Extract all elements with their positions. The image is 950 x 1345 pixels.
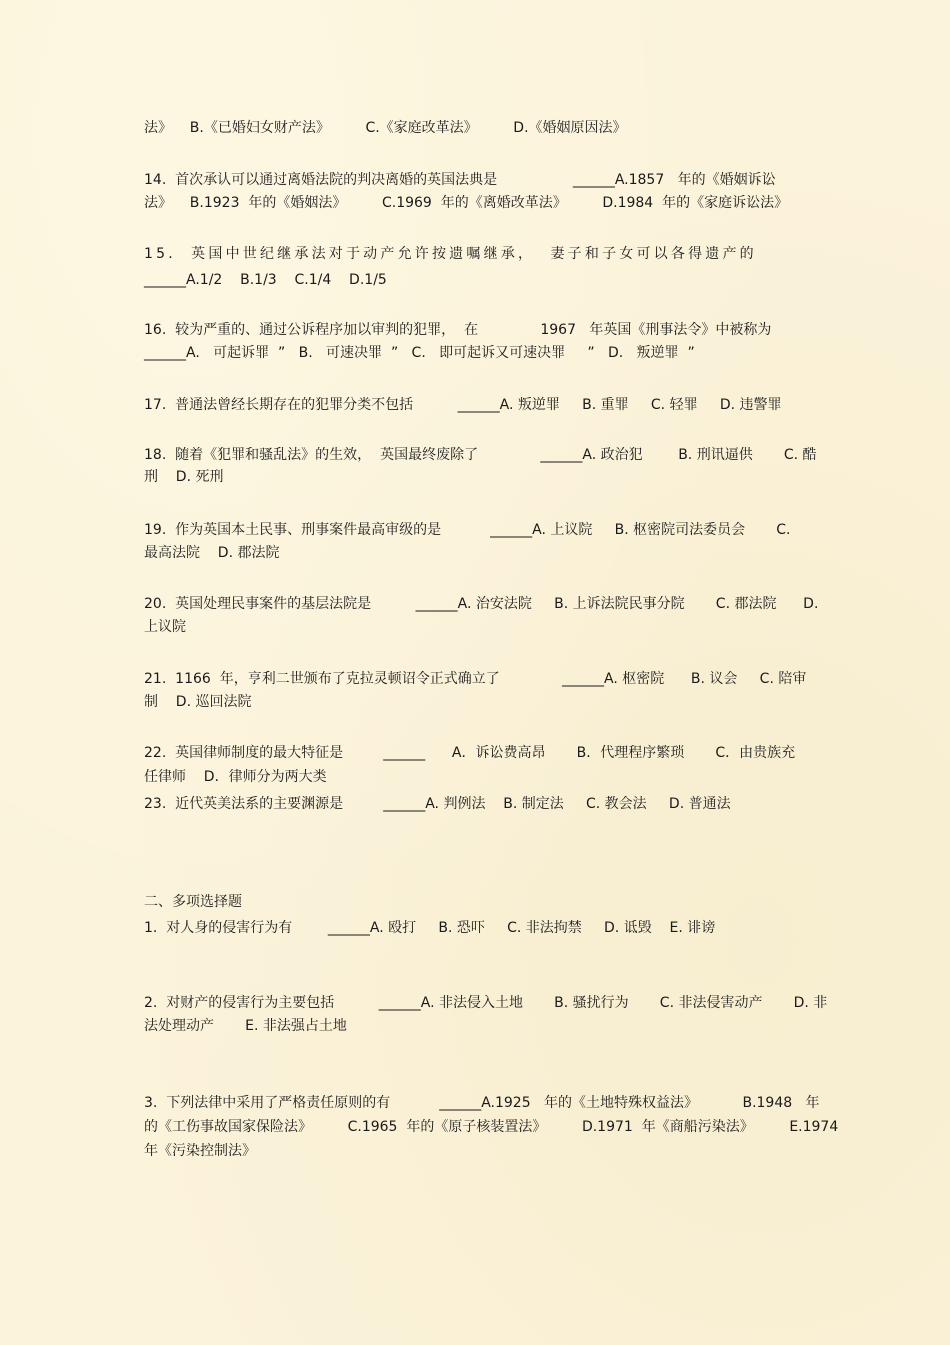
mq3-line-1: 3. 下列法律中采用了严格责任原则的有 ______A.1925 年的《土地特殊权益法》 B.1948 年 xyxy=(144,1095,820,1111)
mq2-line-1: 2. 对财产的侵害行为主要包括 ______A. 非法侵入土地 B. 骚扰行为 C. 非法侵害动产 D. 非 xyxy=(144,995,828,1011)
q14-line-2: 法》 B.1923 年的《婚姻法》 C.1969 年的《离婚改革法》 D.1984 年的《家庭诉讼法》 xyxy=(144,195,789,211)
mq3-line-3: 年《污染控制法》 xyxy=(144,1143,256,1159)
q19-line-1: 19. 作为英国本土民事、刑事案件最高审级的是 ______A. 上议院 B. 枢密院司法委员会 C. xyxy=(144,522,791,538)
q16-line-2: ______A. 可起诉罪 ” B. 可速决罪 ” C. 即可起诉又可速决罪 ” D. 叛逆罪 ” xyxy=(144,345,695,361)
q23-line: 23. 近代英美法系的主要渊源是 ______A. 判例法 B. 制定法 C. 教会法 D. 普通法 xyxy=(144,796,731,812)
q21-line-2: 制 D. 巡回法院 xyxy=(144,694,252,710)
q22-line-1: 22. 英国律师制度的最大特征是 ______ A．诉讼费高昂 B．代理程序繁琐 C．由贵族充 xyxy=(144,745,796,761)
q15-line-1: 15. 英国中世纪继承法对于动产允许按遗嘱继承， 妻子和子女可以各得遗产的 xyxy=(144,246,757,262)
q22-line-2: 任律师 D．律师分为两大类 xyxy=(144,769,327,785)
q20-line-2: 上议院 xyxy=(144,619,186,635)
q17-line: 17. 普通法曾经长期存在的犯罪分类不包括 ______A. 叛逆罪 B. 重罪 C. 轻罪 D. 违警罪 xyxy=(144,397,782,413)
mq3-line-2: 的《工伤事故国家保险法》 C.1965 年的《原子核装置法》 D.1971 年《商船污染法》 E.1974 xyxy=(144,1119,839,1135)
mq2-line-2: 法处理动产 E. 非法强占土地 xyxy=(144,1018,347,1034)
q14-line-1: 14. 首次承认可以通过离婚法院的判决离婚的英国法典是 ______A.1857 年的《婚姻诉讼 xyxy=(144,172,776,188)
q13-options-line: 法》 B.《已婚妇女财产法》 C.《家庭改革法》 D.《婚姻原因法》 xyxy=(144,120,627,136)
q20-line-1: 20. 英国处理民事案件的基层法院是 ______A. 治安法院 B. 上诉法院民事分院 C. 郡法院 D. xyxy=(144,596,819,612)
q16-line-1: 16. 较为严重的、通过公诉程序加以审判的犯罪， 在 1967 年英国《刑事法令》中被称为 xyxy=(144,322,772,338)
q15-line-2: ______A.1/2 B.1/3 C.1/4 D.1/5 xyxy=(144,272,387,288)
q19-line-2: 最高法院 D. 郡法院 xyxy=(144,545,280,561)
q18-line-1: 18. 随着《犯罪和骚乱法》的生效， 英国最终废除了 ______A. 政治犯 B. 刑讯逼供 C. 酷 xyxy=(144,447,817,463)
section-heading-multiple-choice: 二、多项选择题 xyxy=(144,894,242,910)
q21-line-1: 21. 1166 年，亨利二世颁布了克拉灵顿诏令正式确立了 ______A. 枢密院 B. 议会 C. 陪审 xyxy=(144,671,807,687)
q18-line-2: 刑 D. 死刑 xyxy=(144,469,224,485)
mq1-line: 1. 对人身的侵害行为有 ______A. 殴打 B. 恐吓 C. 非法拘禁 D. 诋毁 E. 诽谤 xyxy=(144,920,716,936)
